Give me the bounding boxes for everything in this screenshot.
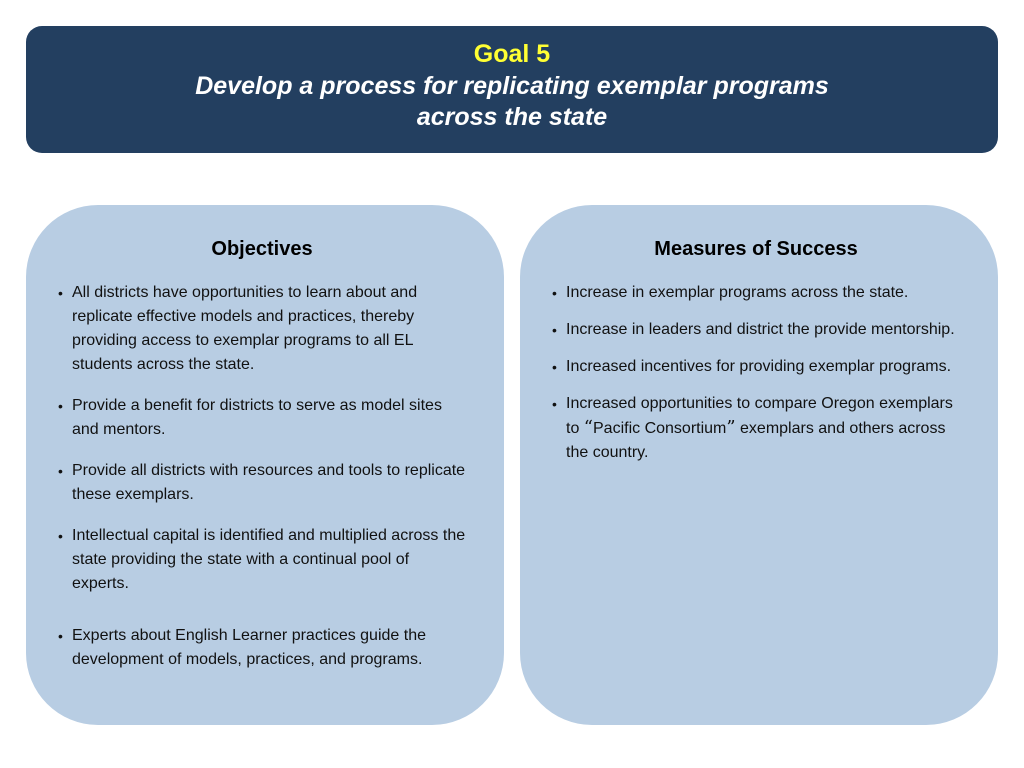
- bullet-icon: •: [58, 463, 63, 479]
- bullet-icon: •: [58, 398, 63, 414]
- bullet-icon: •: [552, 322, 557, 338]
- objective-text: Provide all districts with resources and tools to replicate these exemplars.: [72, 462, 466, 503]
- measures-list: [550, 281, 962, 465]
- objectives-list: [56, 281, 468, 672]
- measure-item: [550, 281, 962, 305]
- bullet-icon: •: [552, 285, 557, 301]
- objectives-title: Objectives: [211, 238, 313, 260]
- measures-panel: [520, 205, 998, 725]
- measure-item: [550, 355, 962, 379]
- close-quote: ”: [726, 417, 736, 438]
- objective-text: All districts have opportunities to learn about and replicate effective models and practices, thereby providing access to exemplar programs to all EL students across the state.: [72, 284, 418, 373]
- objective-item: [56, 394, 468, 442]
- measure-text: Increased incentives for providing exemplar programs.: [566, 358, 952, 375]
- goal-title: Goal 5: [473, 40, 551, 68]
- goal-subtitle: Develop a process for replicating exemplar programs across the state: [195, 72, 829, 131]
- bullet-icon: •: [58, 628, 63, 644]
- measure-text-before: Increased opportunities to compare Oregon exemplars to: [566, 395, 953, 437]
- measure-text: Increase in exemplar programs across the state.: [566, 284, 909, 301]
- measure-item: [550, 392, 962, 465]
- objectives-panel: [26, 205, 504, 725]
- open-quote: “: [583, 417, 593, 438]
- objective-text: Provide a benefit for districts to serve as model sites and mentors.: [72, 397, 442, 438]
- bullet-icon: •: [58, 285, 63, 301]
- bullet-icon: •: [58, 528, 63, 544]
- objective-text: Experts about English Learner practices guide the development of models, practices, and programs.: [72, 627, 426, 668]
- bullet-icon: •: [552, 359, 557, 375]
- objective-item: [56, 624, 468, 672]
- measure-text-quoted: Pacific Consortium: [593, 420, 727, 437]
- measure-text-after: exemplars and others across the country.: [566, 420, 946, 461]
- goal-header: [26, 26, 998, 153]
- measure-item: [550, 318, 962, 342]
- objective-text: Intellectual capital is identified and multiplied across the state providing the state with a continual pool of experts.: [72, 527, 466, 592]
- measures-title: Measures of Success: [654, 238, 858, 260]
- bullet-icon: •: [552, 396, 557, 412]
- objective-item: [56, 524, 468, 596]
- objective-item: [56, 459, 468, 507]
- objective-item: [56, 281, 468, 377]
- measure-text: Increase in leaders and district the provide mentorship.: [566, 321, 955, 338]
